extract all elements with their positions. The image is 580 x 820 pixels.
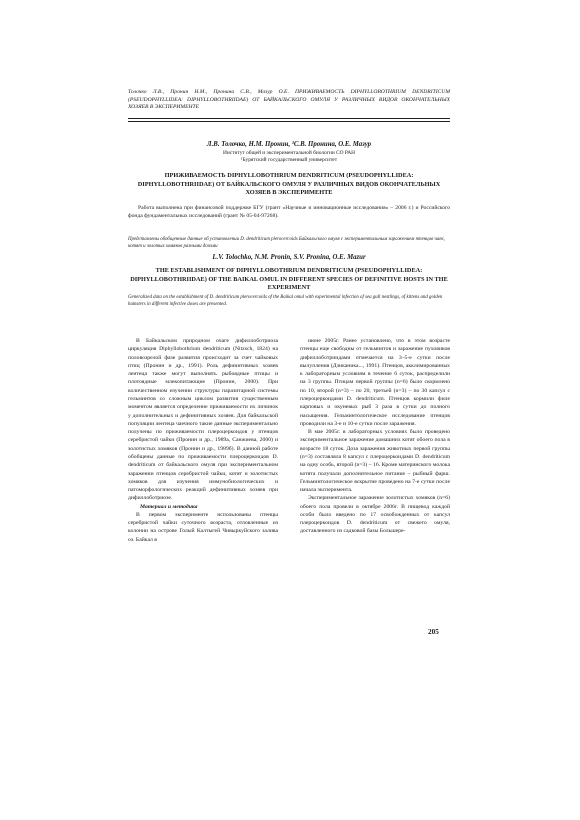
- abstract-ru: Представлены обобщенные данные об установлении D. dendriticum plerocercoids Байкальского омуля с экспериментальным заражением птенцов чаек, котят и золотых хомяков разными дозами: [128, 237, 445, 249]
- body-column-right: [300, 337, 450, 536]
- paragraph-methods-start: В первом эксперименте использованы птенцы серебристой чайки суточного возраста, отловленные из колонии на острове Голый Калтыгей Чивыркуйского залива оз. Байкал в: [128, 511, 278, 543]
- authors-en: L.V. Tolochko, N.M. Pronin, S.V. Pronina, O.E. Mazur: [212, 254, 366, 261]
- affiliation-1: Институт общей и экспериментальной биологии СО РАН: [223, 150, 355, 156]
- title-en: THE ESTABLISHMENT OF DIPHYLLOBOTHRIUM DENDRITICUM (PSEUDOPHYLLIDEA: DIPHYLLOBOTHRIIDAE) OF THE BAIKAL OMUL IN DIFFERENT SPECIES OF DEFINITIVE HOSTS IN THE EXPERIMENT: [130, 267, 448, 292]
- affiliation-2: ¹Бурятский государственный университет: [240, 157, 338, 164]
- authors-ru: Л.В. Толочко, Н.М. Пронин, ¹С.В. Пронина, О.Е. Мазур: [206, 141, 372, 148]
- header-rule-thin: [128, 121, 450, 122]
- title-ru: ПРИЖИВАЕМОСТЬ DIPHYLLOBOTHRIUM DENDRITICUM (PSEUDOPHYLLIDEA: DIPHYLLOBOTHRIIDAE) ОТ БАЙКАЛЬСКОГО ОМУЛЯ У РАЗЛИЧНЫХ ВИДОВ ОКОНЧАТЕЛЬНЫХ ХОЗЯЕВ В ЭКСПЕРИМЕНТЕ: [137, 172, 441, 197]
- running-head: Толочко Л.В., Пронин Н.М., Пронина С.В., Мазур О.Е. ПРИЖИВАЕМОСТЬ DIPHYLLOBOTHRIUM DENDRITICUM (PSEUDOPHYLLIDEA: DIPHYLLOBOTHRIIDAE) ОТ БАЙКАЛЬСКОГО ОМУЛЯ У РАЗЛИЧНЫХ ВИДОВ ОКОНЧАТЕЛЬНЫХ ХОЗЯЕВ В ЭКСПЕРИМЕНТЕ: [128, 89, 450, 111]
- paragraph-kittens: В мае 2005г. в лабораторных условиях было проведено экспериментальное заражение домашних котят обоего пола в возрасте 18 суток. Доза заражения животных первой группы (n=3) составляла 8 капсул с плероцеркоидами D. dendriticum на одну особь, второй (n=3) – 16. Кроме материнского молока котята получали дополнительное питание – рыбный фарш. Гельминтологическое вскрытие проведено на 7-е сутки после начала эксперимента.: [300, 429, 450, 494]
- section-heading-methods: Материал и методика: [140, 503, 198, 510]
- paragraph-intro: В Байкальском природном очаге дифиллоботриоза циркуляция Diphyllobothrium dendriticum (Nitzsch, 1824) на половозрелой фазе развития происходит за счет чайковых птиц (Пронин и др., 1991). Роль дефинитивных хозяев лентеца также могут выполнять рыбоядные птицы и плотоядные млекопитающие (Пронин, 2000). При количественном изучении структуры паразитарной системы гельминтов со сложным циклом развития существенным моментом является определение приживаемости их личинок у дополнительных и дефинитивных хозяев. Для байкальской популяции лентеца чаечного такие данные экспериментально получены по приживаемости плероцеркоидов у птенцов серебристой чайки (Пронин и др., 1989а, Санжиева, 2000) и золотистых хомяков (Пронин и др., 1989б). В данной работе обобщены данные по приживаемости плероцеркоидов D. dendriticum от байкальского омуля при экспериментальном заражении птенцов серебристой чайки, котят и золотистых хомяков для изучения иммунобиологических и патоморфологических реакций дефинитивных хозяев при дифиллоботриозе.: [128, 338, 278, 502]
- page-number: 205: [428, 628, 439, 636]
- abstract-en: Generalized data on the establishment of D. dendriticum plerocercoids of the Baikal omul with experimental infection of sea gull nestlings, of kittens and golden hamsters in different infective doses are presented.: [128, 295, 443, 307]
- body-column-left: [128, 337, 278, 544]
- paragraph-hamsters: Экспериментальное заражение золотистых хомяков (n=6) обоего пола провели в октябре 2006г. В пищевод каждой особи было введено по 17 освобожденных от капсул плероцеркоидов D. dendriticum от свежего омуля, доставленного из садковой базы Большере-: [300, 495, 450, 535]
- paragraph-gulls: июне 2005г. Ранее установлено, что в этом возрасте птенцы еще свободны от гельминтов и заражение пуховиков дифиллоботриидами отмечается на 3–5-е сутки после вылупления (Дзиканика..., 1991). Птенцов, акклимированных к лабораторным условиям в течение 6 суток, распределили на 3 группы. Птицам первой группы (n=6) было скормлено по 10, второй (n=3) – по 20, третьей (n=3) – по 30 капсул с плероцеркоидами D. dendriticum. Птенцов кормили филе карповых и окуневых рыб 3 раза в сутки до полного насыщения. Гельминтологическое исследование птенцов проводили на 3-е и 10-е сутки после заражения.: [300, 338, 450, 427]
- header-rule-thick: [128, 118, 450, 119]
- affiliations: [128, 150, 450, 165]
- grant-note: Работа выполнена при финансовой поддержке БГУ (грант «Научные и инновационные исследования» – 2006 г.) и Российского фонда фундаментальных исследований (грант № 05-04-97268).: [128, 205, 450, 219]
